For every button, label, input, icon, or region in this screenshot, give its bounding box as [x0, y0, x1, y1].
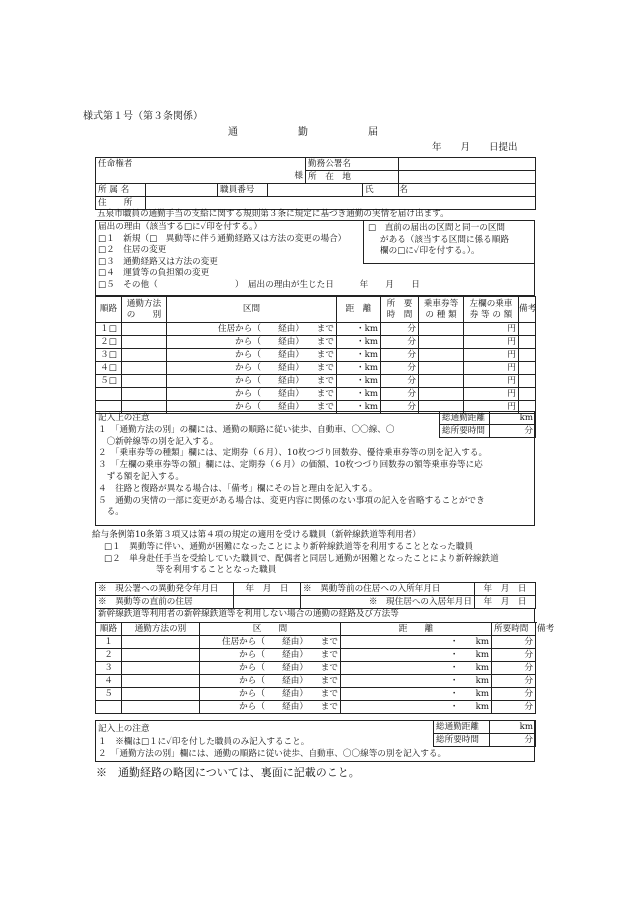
- alt-col-method: 通勤方法の別: [122, 623, 200, 636]
- route-remark[interactable]: [519, 336, 536, 349]
- alt-route-time[interactable]: 分: [492, 636, 536, 649]
- alt-col-section: 区 間: [200, 623, 341, 636]
- route-method[interactable]: [122, 375, 167, 388]
- prev-residence-field[interactable]: [234, 596, 301, 609]
- route-section[interactable]: から（ 経由） まで: [167, 401, 337, 414]
- alt-total-time-label: 総所要時間: [434, 734, 490, 747]
- alt-route-order[interactable]: [96, 701, 122, 714]
- route-row: [96, 375, 536, 388]
- alt-col-order: 順路: [96, 623, 122, 636]
- route-section[interactable]: から（ 経由） まで: [167, 388, 337, 401]
- alt-route-section[interactable]: から（ 経由） まで: [200, 649, 341, 662]
- alt-col-distance: 距 離: [341, 623, 492, 636]
- page-title: 通 勤 届: [228, 127, 378, 138]
- route-time[interactable]: 分: [381, 336, 419, 349]
- alt-route-table: [95, 622, 555, 714]
- route-distance[interactable]: ・km: [337, 336, 381, 349]
- alt-route-distance[interactable]: ・ km: [341, 688, 492, 701]
- alt-route-row: [96, 636, 536, 649]
- route-order[interactable]: [96, 388, 122, 401]
- alt-route-time[interactable]: 分: [492, 688, 536, 701]
- alt-route-section[interactable]: 住居から（ 経由） まで: [200, 636, 341, 649]
- current-residence-date-label: ※ 現住居への入居年月日: [301, 596, 475, 609]
- alt-route-method[interactable]: [122, 649, 200, 662]
- alt-route-distance[interactable]: ・ km: [341, 649, 492, 662]
- route-order[interactable]: ５□: [96, 375, 122, 388]
- notes2-text: [98, 723, 446, 761]
- route-remark[interactable]: [519, 375, 536, 388]
- alt-route-method[interactable]: [122, 701, 200, 714]
- route-distance[interactable]: ・km: [337, 388, 381, 401]
- route-time[interactable]: 分: [381, 375, 419, 388]
- route-method[interactable]: [122, 362, 167, 375]
- route-ticket[interactable]: [419, 388, 464, 401]
- route-row: [96, 336, 536, 349]
- route-row: [96, 362, 536, 375]
- col-distance: 距 離: [337, 297, 381, 323]
- route-remark[interactable]: [519, 388, 536, 401]
- prev-residence-date-label: ※ 異動等前の住居への入所年月日: [301, 583, 475, 596]
- alt-route-row: [96, 701, 536, 714]
- note1-line: ４ 往路と復路が異なる場合は、「備考」欄にその旨と理由を記入する。: [98, 483, 378, 494]
- note1-line: 〇新幹線等の別を記入する。: [98, 436, 219, 447]
- route-fare[interactable]: 円: [464, 401, 519, 414]
- totals-table-2: [433, 720, 536, 747]
- name-field[interactable]: [399, 184, 536, 197]
- same-section-line1[interactable]: □ 直前の届出の区間と同一の区間: [368, 223, 506, 233]
- route-method[interactable]: [122, 349, 167, 362]
- alt-route-order[interactable]: ４: [96, 675, 122, 688]
- route-row: [96, 388, 536, 401]
- route-fare[interactable]: 円: [464, 388, 519, 401]
- form-number: 様式第１号（第３条関係）: [83, 111, 203, 122]
- notes1-heading: 記入上の注意: [98, 413, 150, 423]
- shinkansen-section: [92, 530, 499, 577]
- alt-route-method[interactable]: [122, 662, 200, 675]
- route-remark[interactable]: [519, 323, 536, 336]
- route-method[interactable]: [122, 323, 167, 336]
- footer-note: ※ 通勤経路の略図については、裏面に記載のこと。: [96, 766, 360, 779]
- total-time-label: 総所要時間: [440, 425, 490, 438]
- alt-route-row: [96, 662, 536, 675]
- route-method[interactable]: [122, 388, 167, 401]
- note1-line: ３ 「左欄の乗車券等の額」欄には、定期券（６月）の価額、10枚つづり回数券の額等乗車券等に応: [98, 460, 483, 471]
- dates-table: [95, 582, 536, 609]
- total-distance-label: 総通勤距離: [440, 412, 490, 425]
- route-distance[interactable]: ・km: [337, 349, 381, 362]
- note2-line: １ ※欄は□１に✓印を付した職員のみ記入すること。: [98, 736, 310, 747]
- route-section[interactable]: 住居から（ 経由） まで: [167, 323, 337, 336]
- prev-residence-label: ※ 異動等の直前の住居: [96, 596, 234, 609]
- location-field[interactable]: [399, 171, 536, 184]
- transfer-date-field[interactable]: 年 月 日: [234, 583, 301, 596]
- alt-route-method[interactable]: [122, 688, 200, 701]
- affiliation-table: [95, 183, 536, 210]
- note1-line: ５ 通勤の実情の一部に変更がある場合は、変更内容に関係のない事項の記入を省略することができ: [98, 495, 485, 506]
- alt-route-method[interactable]: [122, 636, 200, 649]
- col-fare: 左欄の乗車 券 等 の 額: [464, 297, 519, 323]
- col-method: 通勤方法 の 別: [122, 297, 167, 323]
- address-label: 住 所: [96, 197, 146, 210]
- shinkansen-heading: 給与条例第10条第３項又は第４項の規定の適用を受ける職員（新幹線鉄道等利用者）: [92, 530, 421, 540]
- route-section[interactable]: から（ 経由） まで: [167, 349, 337, 362]
- total-time-field[interactable]: 分: [490, 425, 536, 438]
- route-fare[interactable]: 円: [464, 375, 519, 388]
- alt-route-row: [96, 649, 536, 662]
- alt-total-distance-label: 総通勤距離: [434, 721, 490, 734]
- route-distance[interactable]: ・km: [337, 362, 381, 375]
- col-section: 区間: [167, 297, 337, 323]
- alt-route-section[interactable]: から（ 経由） まで: [200, 688, 341, 701]
- note1-line: １ 「通勤方法の別」の欄には、通勤の順路に従い徒歩、自動車、〇〇線、〇: [98, 424, 395, 435]
- col-ticket: 乗車券等 の 種 類: [419, 297, 464, 323]
- alt-route-order[interactable]: ３: [96, 662, 122, 675]
- shinkansen-item-1[interactable]: □１ 異動等に伴い、通勤が困難になったことにより新幹線鉄道等を利用することとなった職員: [104, 541, 474, 552]
- same-section-note: [368, 223, 509, 258]
- route-ticket[interactable]: [419, 323, 464, 336]
- route-ticket[interactable]: [419, 375, 464, 388]
- alt-route-distance[interactable]: ・ km: [341, 701, 492, 714]
- notes1-text: [98, 413, 487, 519]
- route-order[interactable]: ２□: [96, 336, 122, 349]
- route-remark[interactable]: [519, 362, 536, 375]
- note1-line: ずる額を記入する。: [98, 471, 184, 482]
- route-ticket[interactable]: [419, 336, 464, 349]
- alt-col-time: 所要時間 備考: [492, 623, 536, 636]
- alt-route-row: [96, 675, 536, 688]
- route-section[interactable]: から（ 経由） まで: [167, 336, 337, 349]
- route-distance[interactable]: ・km: [337, 375, 381, 388]
- route-method[interactable]: [122, 336, 167, 349]
- route-row: [96, 323, 536, 336]
- route-distance[interactable]: ・km: [337, 323, 381, 336]
- route-section[interactable]: から（ 経由） まで: [167, 362, 337, 375]
- route-time[interactable]: 分: [381, 388, 419, 401]
- reason-1[interactable]: □１ 新規（□ 異動等に伴う通勤経路又は方法の変更の場合）: [98, 233, 347, 244]
- affiliation-label: 所 属 名: [96, 184, 146, 197]
- office-field[interactable]: [399, 158, 536, 171]
- col-order: 順路: [96, 297, 122, 323]
- alt-route-time[interactable]: 分: [492, 649, 536, 662]
- reason-2[interactable]: □２ 住居の変更: [98, 245, 167, 256]
- prev-residence-date-field[interactable]: 年 月 日: [475, 583, 536, 596]
- shinkansen-item-2-cont: 等を利用することとなった職員: [156, 565, 277, 576]
- route-table: [95, 296, 536, 414]
- note1-line: る。: [98, 507, 124, 518]
- staff-no-field[interactable]: [268, 184, 363, 197]
- reason-3[interactable]: □３ 通勤経路又は方法の変更: [98, 256, 218, 267]
- name-label: 氏 名: [363, 184, 399, 197]
- alt-route-order[interactable]: ２: [96, 649, 122, 662]
- route-order[interactable]: ３□: [96, 349, 122, 362]
- alt-route-distance[interactable]: ・ km: [341, 636, 492, 649]
- col-time: 所 要 時 間: [381, 297, 419, 323]
- alt-route-distance[interactable]: ・ km: [341, 662, 492, 675]
- route-fare[interactable]: 円: [464, 336, 519, 349]
- address-field[interactable]: [146, 197, 536, 210]
- reason-4[interactable]: □４ 運賃等の負担額の変更: [98, 268, 210, 279]
- alt-route-time[interactable]: 分: [492, 662, 536, 675]
- date-submitted: 年 月 日提出: [432, 142, 518, 153]
- reasons-heading: 届出の理由（該当する□に✓印を付する。）: [98, 222, 263, 232]
- route-order[interactable]: ４□: [96, 362, 122, 375]
- route-ticket[interactable]: [419, 349, 464, 362]
- alt-total-distance-field[interactable]: km: [490, 721, 536, 734]
- route-distance[interactable]: ・km: [337, 401, 381, 414]
- route-section[interactable]: から（ 経由） まで: [167, 375, 337, 388]
- route-time[interactable]: 分: [381, 323, 419, 336]
- intro-text: 五泉市職員の通勤手当の支給に関する規則第３条に規定に基づき通勤の実情を届け出ます。: [97, 209, 449, 219]
- route-fare[interactable]: 円: [464, 349, 519, 362]
- same-section-line2: がある（該当する区間に係る順路: [380, 234, 509, 245]
- route-ticket[interactable]: [419, 362, 464, 375]
- route-time[interactable]: 分: [381, 362, 419, 375]
- note1-line: ２ 「乗車券等の種類」欄には、定期券（６月）、10枚つづり回数券、優待乗車券等の別を記入する。: [98, 448, 488, 459]
- header-table: [95, 157, 536, 184]
- alt-route-section[interactable]: から（ 経由） まで: [200, 675, 341, 688]
- affiliation-field[interactable]: [146, 184, 218, 197]
- route-row: [96, 349, 536, 362]
- alt-route-time[interactable]: 分: [492, 701, 536, 714]
- note2-line: ２ 「通勤方法の別」欄には、通勤の順路に従い徒歩、自動車、〇〇線等の別を記入する。: [98, 749, 447, 759]
- route-fare[interactable]: 円: [464, 362, 519, 375]
- shinkansen-item-2[interactable]: □２ 単身赴任手当を受給していた職員で、配偶者と同居し通勤が困難となったことにより新幹線鉄道: [104, 553, 499, 564]
- alt-route-section[interactable]: から（ 経由） まで: [200, 701, 341, 714]
- total-distance-field[interactable]: km: [490, 412, 536, 425]
- current-residence-date-field[interactable]: 年 月 日: [475, 596, 536, 609]
- appointer-label: 任命権者: [96, 158, 306, 171]
- route-fare[interactable]: 円: [464, 323, 519, 336]
- route-time[interactable]: 分: [381, 401, 419, 414]
- route-order[interactable]: １□: [96, 323, 122, 336]
- office-label: 勤務公署名: [306, 158, 399, 171]
- alt-route-order[interactable]: ５: [96, 688, 122, 701]
- same-section-line3: 欄の□に✓印を付する。）。: [380, 246, 480, 257]
- location-label: 所 在 地: [306, 171, 399, 184]
- alt-route-distance[interactable]: ・ km: [341, 675, 492, 688]
- alt-route-order[interactable]: １: [96, 636, 122, 649]
- route-remark[interactable]: [519, 349, 536, 362]
- alt-total-time-field[interactable]: 分: [490, 734, 536, 747]
- alt-route-heading: 新幹線鉄道等利用者の新幹線鉄道等を利用しない場合の通勤の経路及び方法等: [98, 609, 399, 619]
- alt-route-time[interactable]: 分: [492, 675, 536, 688]
- col-remark: 備考: [519, 297, 536, 323]
- route-time[interactable]: 分: [381, 349, 419, 362]
- notes2-heading: 記入上の注意: [98, 724, 150, 734]
- reason-5[interactable]: □５ その他（ ） 届出の理由が生じた日 年 月 日: [98, 279, 420, 290]
- staff-no-label: 職員番号: [218, 184, 268, 197]
- transfer-date-label: ※ 現公署への異動発令年月日: [96, 583, 234, 596]
- alt-route-row: [96, 688, 536, 701]
- sama-label: 様: [96, 171, 306, 184]
- alt-route-section[interactable]: から（ 経由） まで: [200, 662, 341, 675]
- alt-route-method[interactable]: [122, 675, 200, 688]
